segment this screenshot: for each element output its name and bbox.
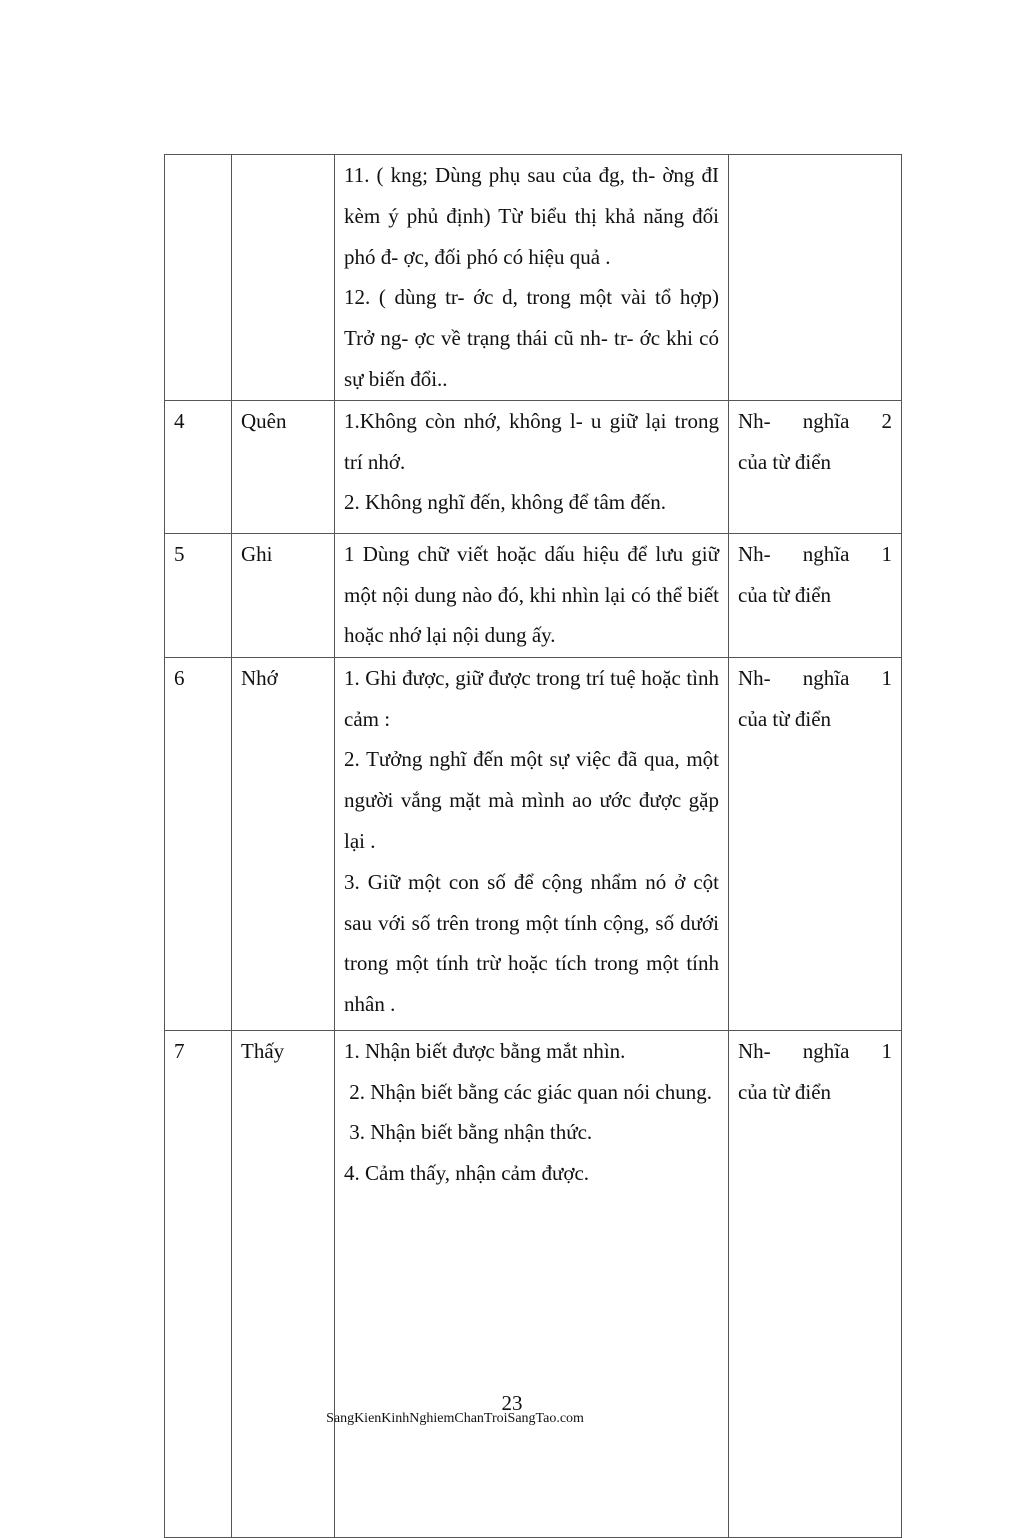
- table-row: [165, 155, 902, 401]
- note-cell: [729, 657, 902, 1030]
- word-cell: Ghi: [232, 533, 335, 657]
- note-source: của từ điển: [738, 1079, 832, 1104]
- meaning-cell: [335, 155, 729, 401]
- meaning-cell: [335, 657, 729, 1030]
- meaning-cell: [335, 533, 729, 657]
- table-row: [165, 533, 902, 657]
- row-number-cell: 4: [165, 400, 232, 533]
- meaning-line: 3. Nhận biết bằng nhận thức.: [344, 1120, 593, 1145]
- meaning-line: 12. ( dùng tr- ớc d, trong một vài tổ hợp) Trở ng- ợc về trạng thái cũ nh- tr- ớc khi có sự biến đổi..: [344, 285, 719, 391]
- note-source: của từ điển: [738, 449, 832, 474]
- note-line: Nh- nghĩa 1: [738, 1038, 892, 1063]
- row-number-cell: [165, 155, 232, 401]
- word-cell: Quên: [232, 400, 335, 533]
- row-number-cell: 6: [165, 657, 232, 1030]
- footer-text: SangKienKinhNghiemChanTroiSangTao.com: [326, 1411, 584, 1426]
- meaning-line: 2. Nhận biết bằng các giác quan nói chung.: [344, 1079, 712, 1104]
- meaning-line: 11. ( kng; Dùng phụ sau của đg, th- ờng đI kèm ý phủ định) Từ biểu thị khả năng đối phó đ- ợc, đối phó có hiệu quả .: [344, 163, 719, 269]
- note-line: Nh- nghĩa 1: [738, 541, 892, 566]
- meaning-line: 4. Cảm thấy, nhận cảm được.: [344, 1161, 590, 1186]
- note-line: Nh- nghĩa 2: [738, 408, 892, 433]
- note-cell: [729, 400, 902, 533]
- note-cell: [729, 1030, 902, 1537]
- meaning-line: 2. Không nghĩ đến, không để tâm đến.: [344, 490, 666, 515]
- definition-table: [164, 154, 902, 1538]
- meaning-line: 1 Dùng chữ viết hoặc dấu hiệu để lưu giữ một nội dung nào đó, khi nhìn lại có thể biết hoặc nhớ lại nội dung ấy.: [344, 541, 719, 648]
- meaning-cell: [335, 400, 729, 533]
- word-cell: [232, 155, 335, 401]
- table-row: [165, 1030, 902, 1537]
- page-number: 23: [501, 1391, 523, 1415]
- note-line: Nh- nghĩa 1: [738, 665, 892, 690]
- note-source: của từ điển: [738, 582, 832, 607]
- table-row: [165, 657, 902, 1030]
- meaning-cell: [335, 1030, 729, 1537]
- row-number-cell: 7: [165, 1030, 232, 1537]
- note-cell: [729, 155, 902, 401]
- word-cell: Thấy: [232, 1030, 335, 1537]
- note-source: của từ điển: [738, 706, 832, 731]
- meaning-line: 2. Tưởng nghĩ đến một sự việc đã qua, một người vắng mặt mà mình ao ước được gặp lại .: [344, 747, 719, 853]
- row-number-cell: 5: [165, 533, 232, 657]
- word-cell: Nhớ: [232, 657, 335, 1030]
- meaning-line: 1. Ghi được, giữ được trong trí tuệ hoặc tình cảm :: [344, 665, 719, 731]
- meaning-line: 1. Nhận biết được bằng mắt nhìn.: [344, 1038, 626, 1063]
- meaning-line: 1.Không còn nhớ, không l- u giữ lại trong trí nhớ.: [344, 408, 719, 474]
- meaning-line: 3. Giữ một con số để cộng nhẩm nó ở cột sau với số trên trong một tính cộng, số dưới trong một tính trừ hoặc tích trong một tính nhân .: [344, 869, 719, 1017]
- table-row: [165, 400, 902, 533]
- note-cell: [729, 533, 902, 657]
